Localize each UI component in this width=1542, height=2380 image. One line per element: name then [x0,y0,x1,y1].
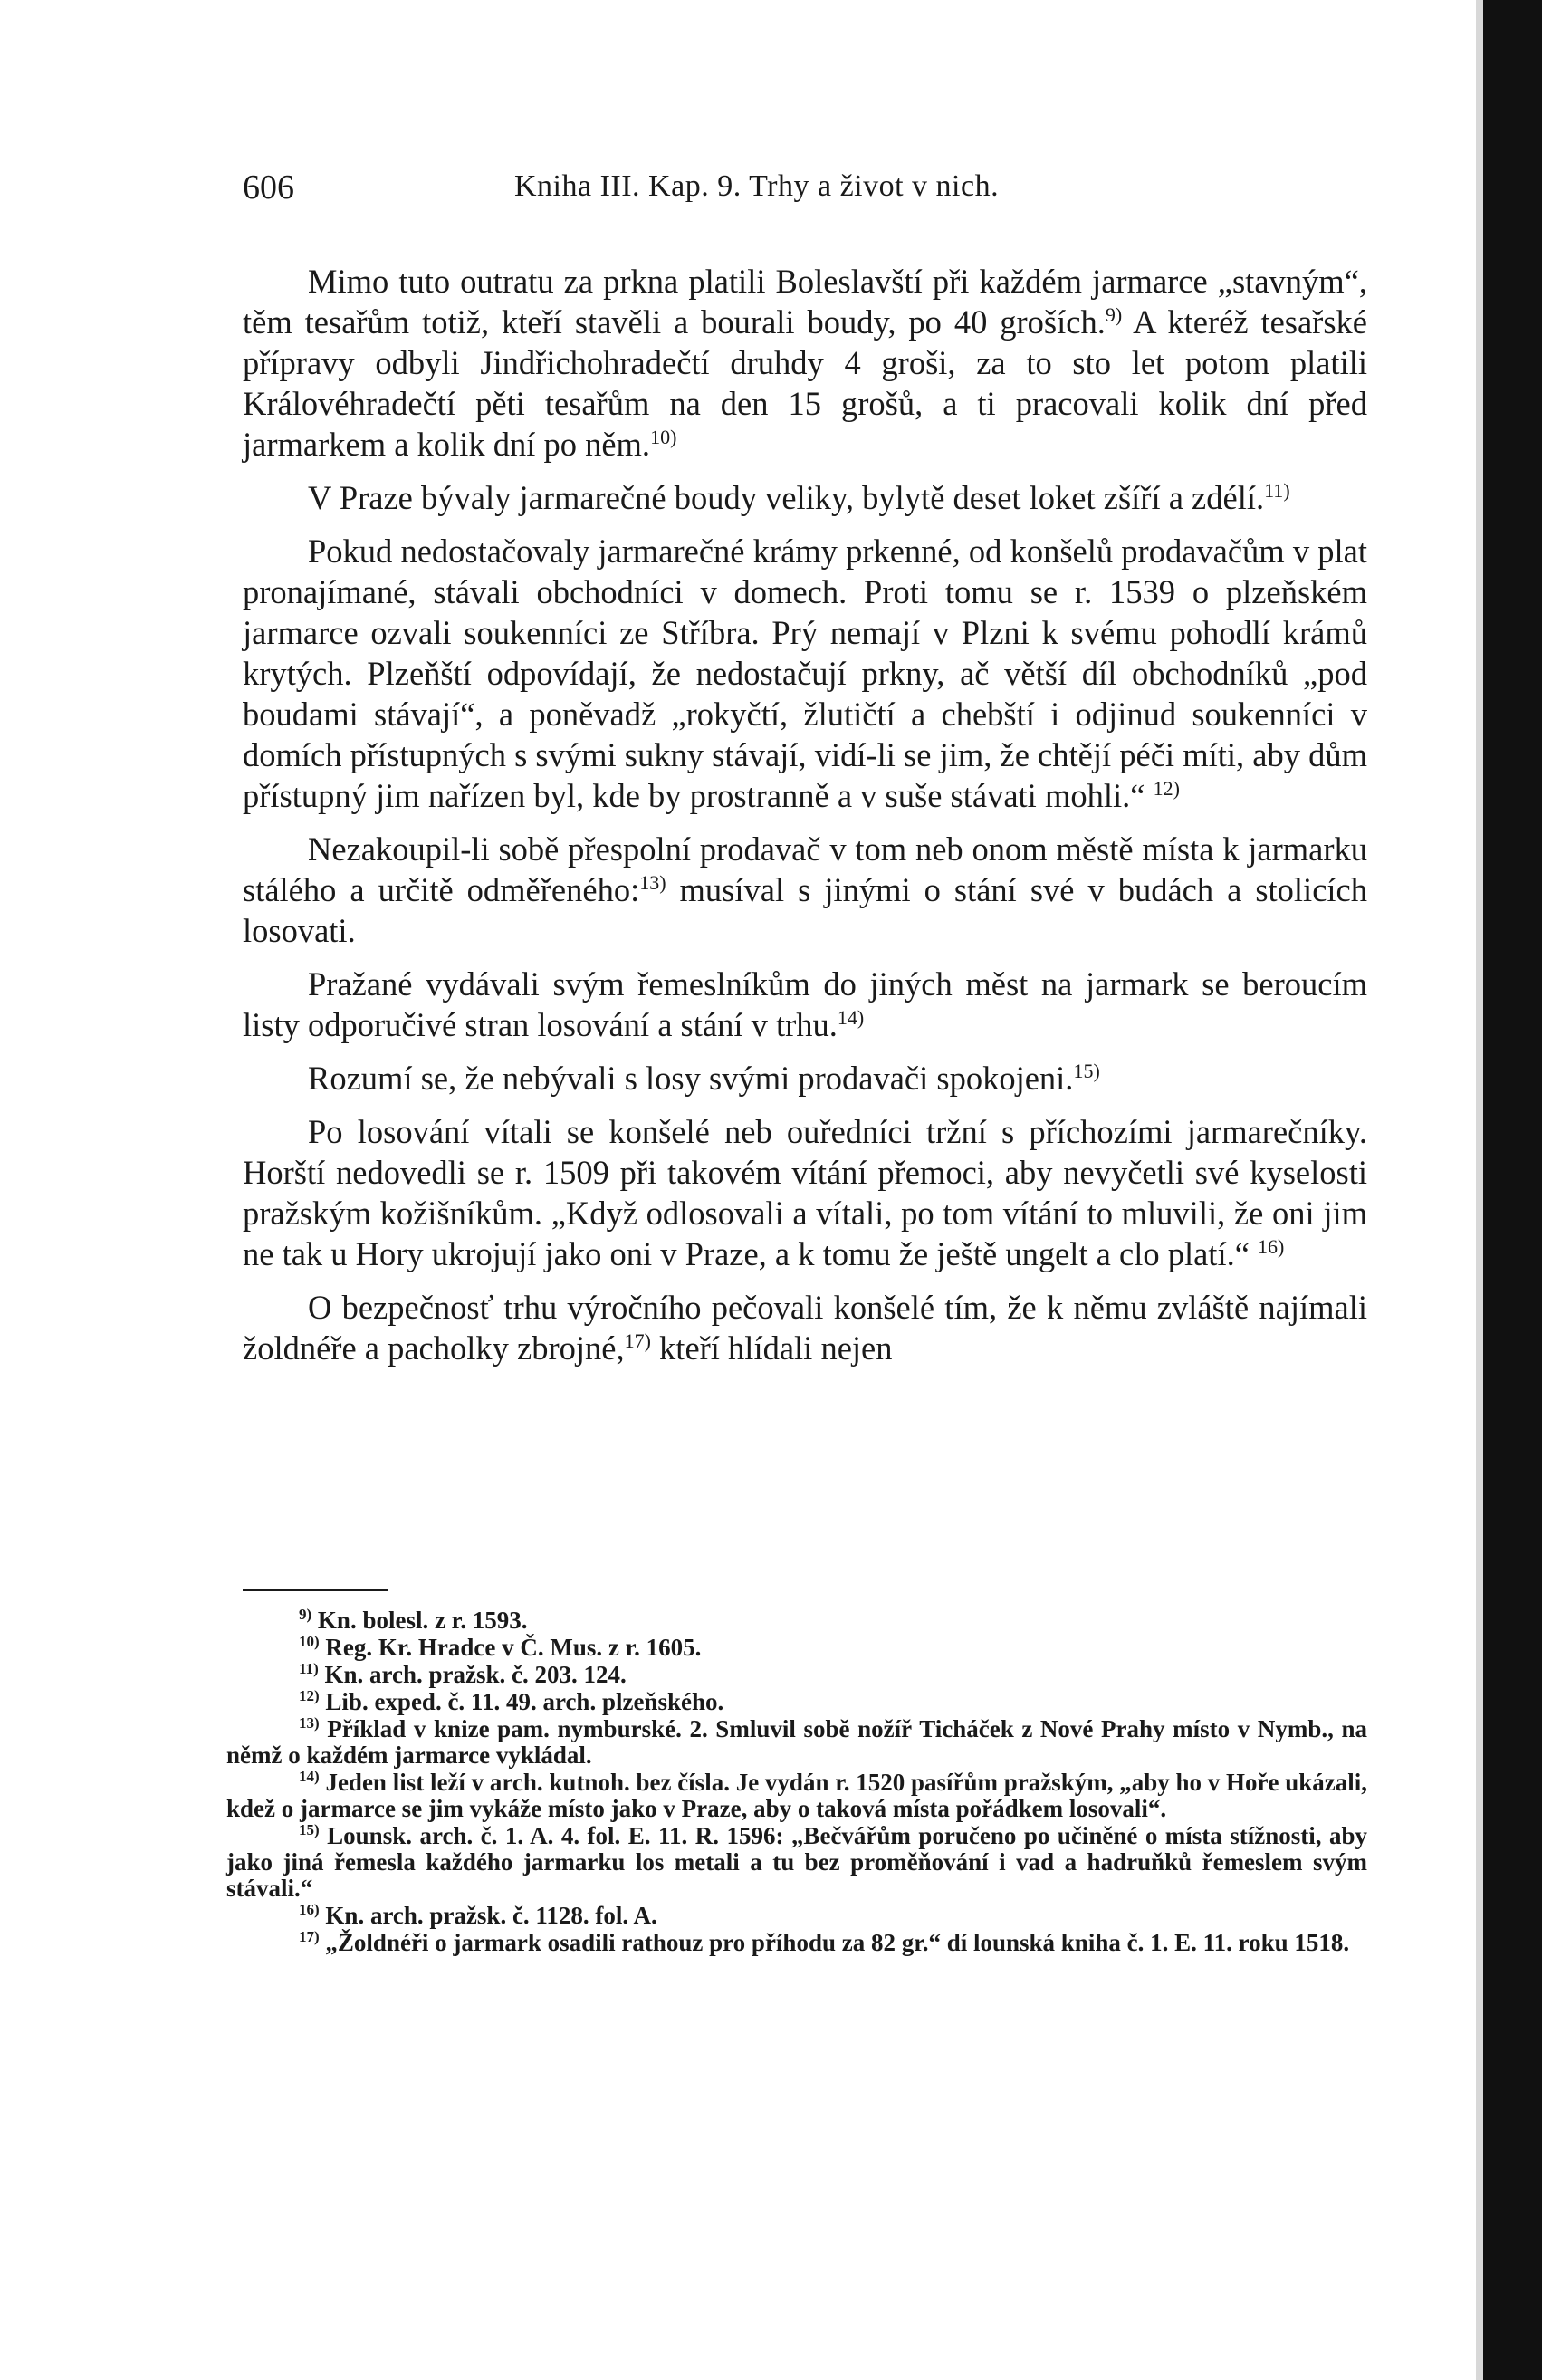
page-header [243,168,1367,213]
footnote: $^{15)}$ Lounsk. arch. č. 1. A. 4. fol. E. 11. R. 1596: „Bečvářům poručeno po učiněné o místa stížnosti, aby jako jiná řemesla každého jarmarku los metali a tu bez proměňování i vad a hadruňků řemeslem svým stávali.“ [226,1821,1367,1902]
body-text [243,261,1367,1381]
running-head: Kniha III. Kap. 9. Trhy a život v nich. [514,169,1000,203]
footnote-ref: 12) [1153,776,1180,800]
footnote: $^{14)}$ Jeden list leží v arch. kutnoh. bez čísla. Je vydán r. 1520 pasířům pražským, „aby ho v Hoře ukázali, kdež o jarmarce se jim vykáže místo jako v Praze, aby o taková místa pořádkem losovali“. [226,1768,1368,1822]
footnote: $^{10)}$ Reg. Kr. Hradce v Č. Mus. z r. 1605. [299,1633,702,1661]
footnote: $^{9)}$ Kn. bolesl. z r. 1593. [299,1606,528,1634]
footnote-ref: 9) [1105,302,1123,326]
footnote-ref: 11) [1264,478,1290,502]
paragraph: V Praze bývaly jarmarečné boudy veliky, bylytě deset loket zšíří a zdélí.$^{11)}$ [308,478,1290,516]
paragraph: Pokud nedostačovaly jarmarečné krámy prkenné, od konšelů prodavačům v plat pronajímané, stávali obchodníci v domech. Proti tomu se r. 1539 o plzeňském jarmarce ozvali soukenníci ze Stříbra. Prý nemají v Plzni k svému pohodlí krámů krytých. Plzeňští odpovídají, že nedostačují prkny, ač větší díl obchodníků „pod boudami stávají“, a poněvadž „rokyčtí, žlutičtí a chebští i odjinud soukenníci v domích přístupných s svými sukny stávají, vidí-li se jim, že chtějí péči míti, aby dům přístupný jim nařízen byl, kde by prostranně a v suše stávati mohli.“ $^{12)}$ [243,533,1367,814]
footnote: $^{11)}$ Kn. arch. pražsk. č. 203. 124. [299,1660,627,1688]
footnote-ref: 13) [639,870,666,894]
page-number: 606 [243,168,294,206]
footnote-ref: 10) [650,425,677,448]
footnote-ref: 15) [1073,1059,1100,1082]
footnote: $^{16)}$ Kn. arch. pražsk. č. 1128. fol. A. [299,1901,657,1929]
paragraph: Rozumí se, že nebývali s losy svými prodavači spokojeni.$^{15)}$ [308,1059,1100,1097]
paragraph: O bezpečnosť trhu výročního pečovali konšelé tím, že k němu zvláště najímali žoldnéře a pacholky zbrojné,$^{17)}$ kteří hlídali nejen [243,1289,1367,1367]
footnote-divider [243,1589,388,1591]
footnote-ref: 17) [624,1329,651,1352]
paragraph: Mimo tuto outratu za prkna platili Boleslavští při každém jarmarce „stavným“, těm tesařům totiž, kteří stavěli a bourali boudy, po 40 groších.$^{9)}$ A kteréž tesařské přípravy odbyli Jindřichohradečtí druhdy 4 groši, za to sto let potom platili Královéhradečtí pěti tesařům na den 15 grošů, a ti pracovali kolik dní před jarmarkem a kolik dní po něm.$^{10)}$ [243,263,1367,463]
paragraph: Pražané vydávali svým řemeslníkům do jiných měst na jarmark se beroucím listy odporučivé stran losování a stání v trhu.$^{14)}$ [243,965,1367,1043]
page-edge [1476,0,1483,2380]
footnote-ref: 14) [837,1005,865,1029]
paragraph: Nezakoupil-li sobě přespolní prodavač v tom neb onom městě místa k jarmarku stálého a určitě odměřeného:$^{13)}$ musíval s jinými o stání své v budách a stolicích losovati. [243,830,1367,949]
footnotes [226,1607,1367,1957]
paragraph: Po losování vítali se konšelé neb ouředníci tržní s příchozími jarmarečníky. Horští nedovedli se r. 1509 při takovém vítání přemoci, aby nevyčetli své kyselosti pražským kožišníkům. „Když odlosovali a vítali, po tom vítání to mluvili, že oni jim ne tak u Hory ukrojují jako oni v Praze, a k tomu že ještě ungelt a clo platí.“ $^{16)}$ [243,1113,1367,1272]
footnote: $^{12)}$ Lib. exped. č. 11. 49. arch. plzeňského. [299,1687,724,1715]
footnote: $^{13)}$ Příklad v knize pam. nymburské. 2. Smluvil sobě nožíř Ticháček z Nové Prahy místo v Nymb., na němž o každém jarmarce vykládal. [226,1714,1368,1769]
footnote: $^{17)}$ „Žoldnéři o jarmark osadili rathouz pro příhodu za 82 gr.“ dí lounská kniha č. 1. E. 11. roku 1518. [299,1928,1350,1956]
footnote-ref: 16) [1258,1234,1285,1258]
